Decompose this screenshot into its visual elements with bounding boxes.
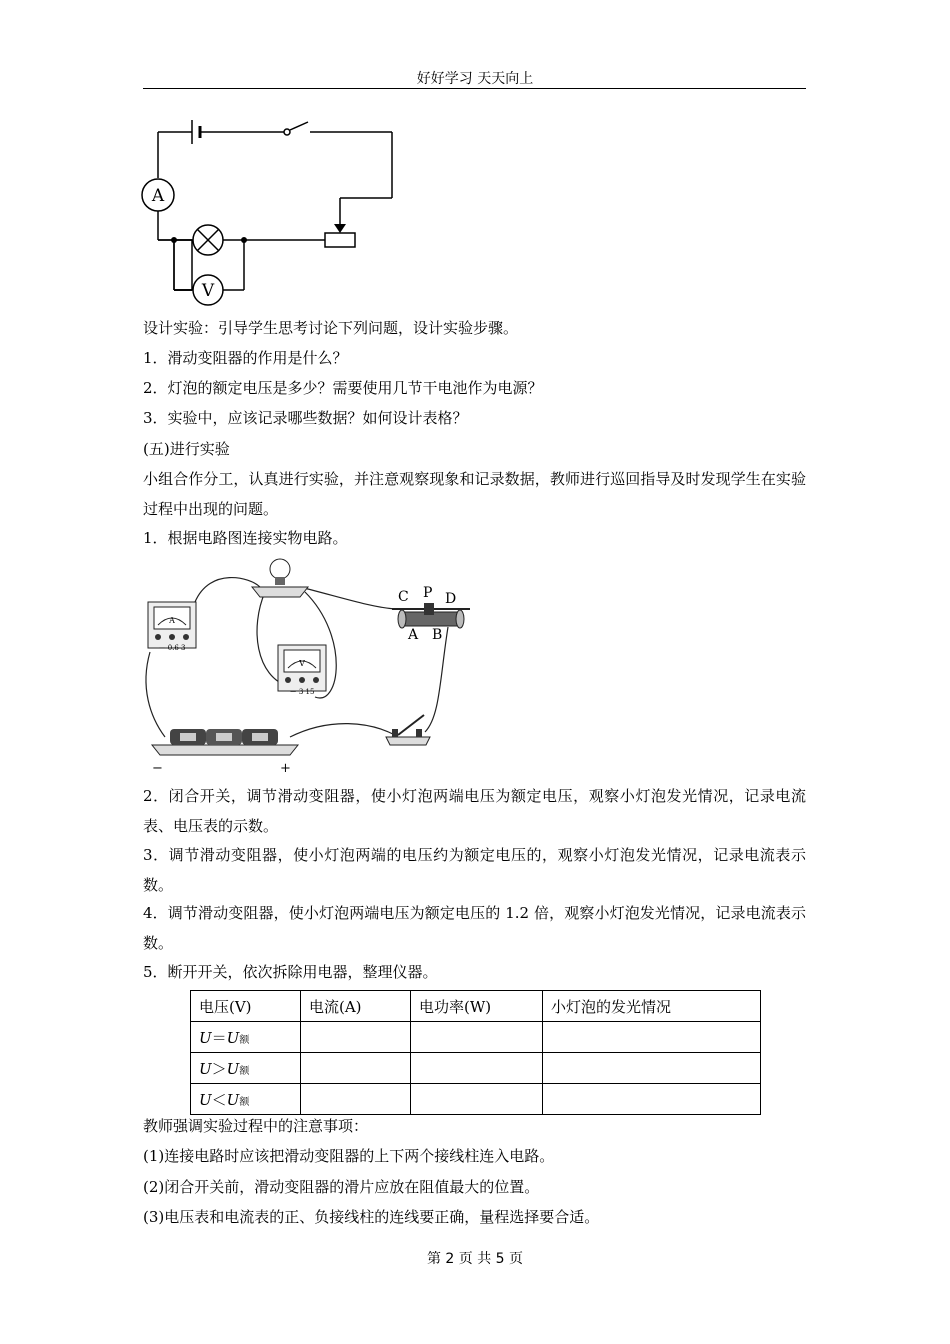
junction-node [171, 237, 177, 243]
table-cell [411, 1084, 543, 1115]
table-header-cell: 电流(A) [301, 991, 411, 1022]
ammeter-device-symbol: A [169, 616, 175, 625]
table-cell [543, 1022, 761, 1053]
ammeter-label: A [151, 186, 165, 206]
data-table [190, 990, 761, 1115]
step-2: 2．闭合开关，调节滑动变阻器，使小灯泡两端电压为额定电压，观察小灯泡发光情况，记录电流表、电压表的示数。 [143, 787, 806, 835]
table-cell [411, 1022, 543, 1053]
apparatus-illustration [140, 557, 475, 775]
table-cell [543, 1084, 761, 1115]
section-title: (五)进行实验 [143, 440, 230, 458]
header-rule [143, 88, 806, 89]
voltmeter-device [278, 645, 326, 691]
step-3: 3．调节滑动变阻器，使小灯泡两端的电压约为额定电压的，观察小灯泡发光情况，记录电流表示数。 [143, 846, 806, 894]
question-3: 3．实验中，应该记录哪些数据？如何设计表格？ [143, 409, 468, 427]
battery-holder [152, 729, 298, 755]
table-header-cell: 电功率(W) [411, 991, 543, 1022]
table-cell [301, 1053, 411, 1084]
table-header-row [191, 991, 761, 1022]
voltage-condition: U＞U额 [191, 1053, 301, 1084]
wire [195, 578, 260, 602]
question-1: 1．滑动变阻器的作用是什么？ [143, 349, 348, 367]
page-footer: 第 2 页 共 5 页 [426, 1251, 524, 1267]
voltmeter-scale: － 3 15 [289, 688, 315, 696]
step-1: 1．根据电路图连接实物电路。 [143, 529, 348, 547]
page-header: 好好学习 天天向上 [416, 71, 534, 87]
voltmeter-label: V [201, 281, 215, 301]
battery-minus-label: − [152, 761, 163, 775]
table-row [191, 1084, 761, 1115]
rheostat-device [392, 603, 470, 628]
table-header-cell: 电压(V) [191, 991, 301, 1022]
step-4: 4．调节滑动变阻器，使小灯泡两端电压为额定电压的 1.2 倍，观察小灯泡发光情况，记录电流表示数。 [143, 904, 806, 952]
rheostat-label-p: P [423, 585, 433, 601]
rheostat-symbol [325, 233, 355, 247]
notes-title: 教师强调实验过程中的注意事项： [143, 1117, 369, 1135]
voltage-condition: U＜U额 [191, 1084, 301, 1115]
switch-blade [290, 122, 308, 130]
table-row [191, 1022, 761, 1053]
table-cell [411, 1053, 543, 1084]
wire [290, 724, 395, 737]
table-row [191, 1053, 761, 1084]
rheostat-label-b: B [432, 627, 443, 643]
junction-node [241, 237, 247, 243]
design-intro: 设计实验：引导学生思考讨论下列问题，设计实验步骤。 [143, 319, 519, 337]
wire [146, 652, 165, 737]
lamp-on-base [252, 559, 308, 597]
section-intro: 小组合作分工，认真进行实验，并注意观察现象和记录数据，教师进行巡回指导及时发现学生在实验过程中出现的问题。 [143, 470, 806, 518]
note-1: (1)连接电路时应该把滑动变阻器的上下两个接线柱连入电路。 [143, 1147, 555, 1165]
rheostat-label-c: C [398, 589, 409, 605]
rheostat-label-d: D [445, 591, 457, 607]
table-cell [543, 1053, 761, 1084]
battery-plus-label: + [280, 761, 291, 775]
ammeter-device [148, 602, 196, 648]
table-cell [301, 1084, 411, 1115]
rheostat-label-a: A [408, 627, 419, 643]
voltage-condition: U＝U额 [191, 1022, 301, 1053]
question-2: 2．灯泡的额定电压是多少？需要使用几节干电池作为电源？ [143, 379, 543, 397]
slider-arrow [334, 224, 346, 233]
switch-pivot [284, 129, 290, 135]
note-2: (2)闭合开关前，滑动变阻器的滑片应放在阻值最大的位置。 [143, 1178, 540, 1196]
switch-device [386, 715, 430, 745]
wire [300, 587, 395, 609]
ammeter-scale: － 0.6 3 [158, 644, 186, 652]
circuit-diagram [140, 112, 400, 308]
table-cell [301, 1022, 411, 1053]
table-header-cell: 小灯泡的发光情况 [543, 991, 761, 1022]
voltmeter-device-symbol: V [299, 659, 305, 668]
step-5: 5．断开开关，依次拆除用电器，整理仪器。 [143, 963, 438, 981]
note-3: (3)电压表和电流表的正、负接线柱的连线要正确，量程选择要合适。 [143, 1208, 600, 1226]
